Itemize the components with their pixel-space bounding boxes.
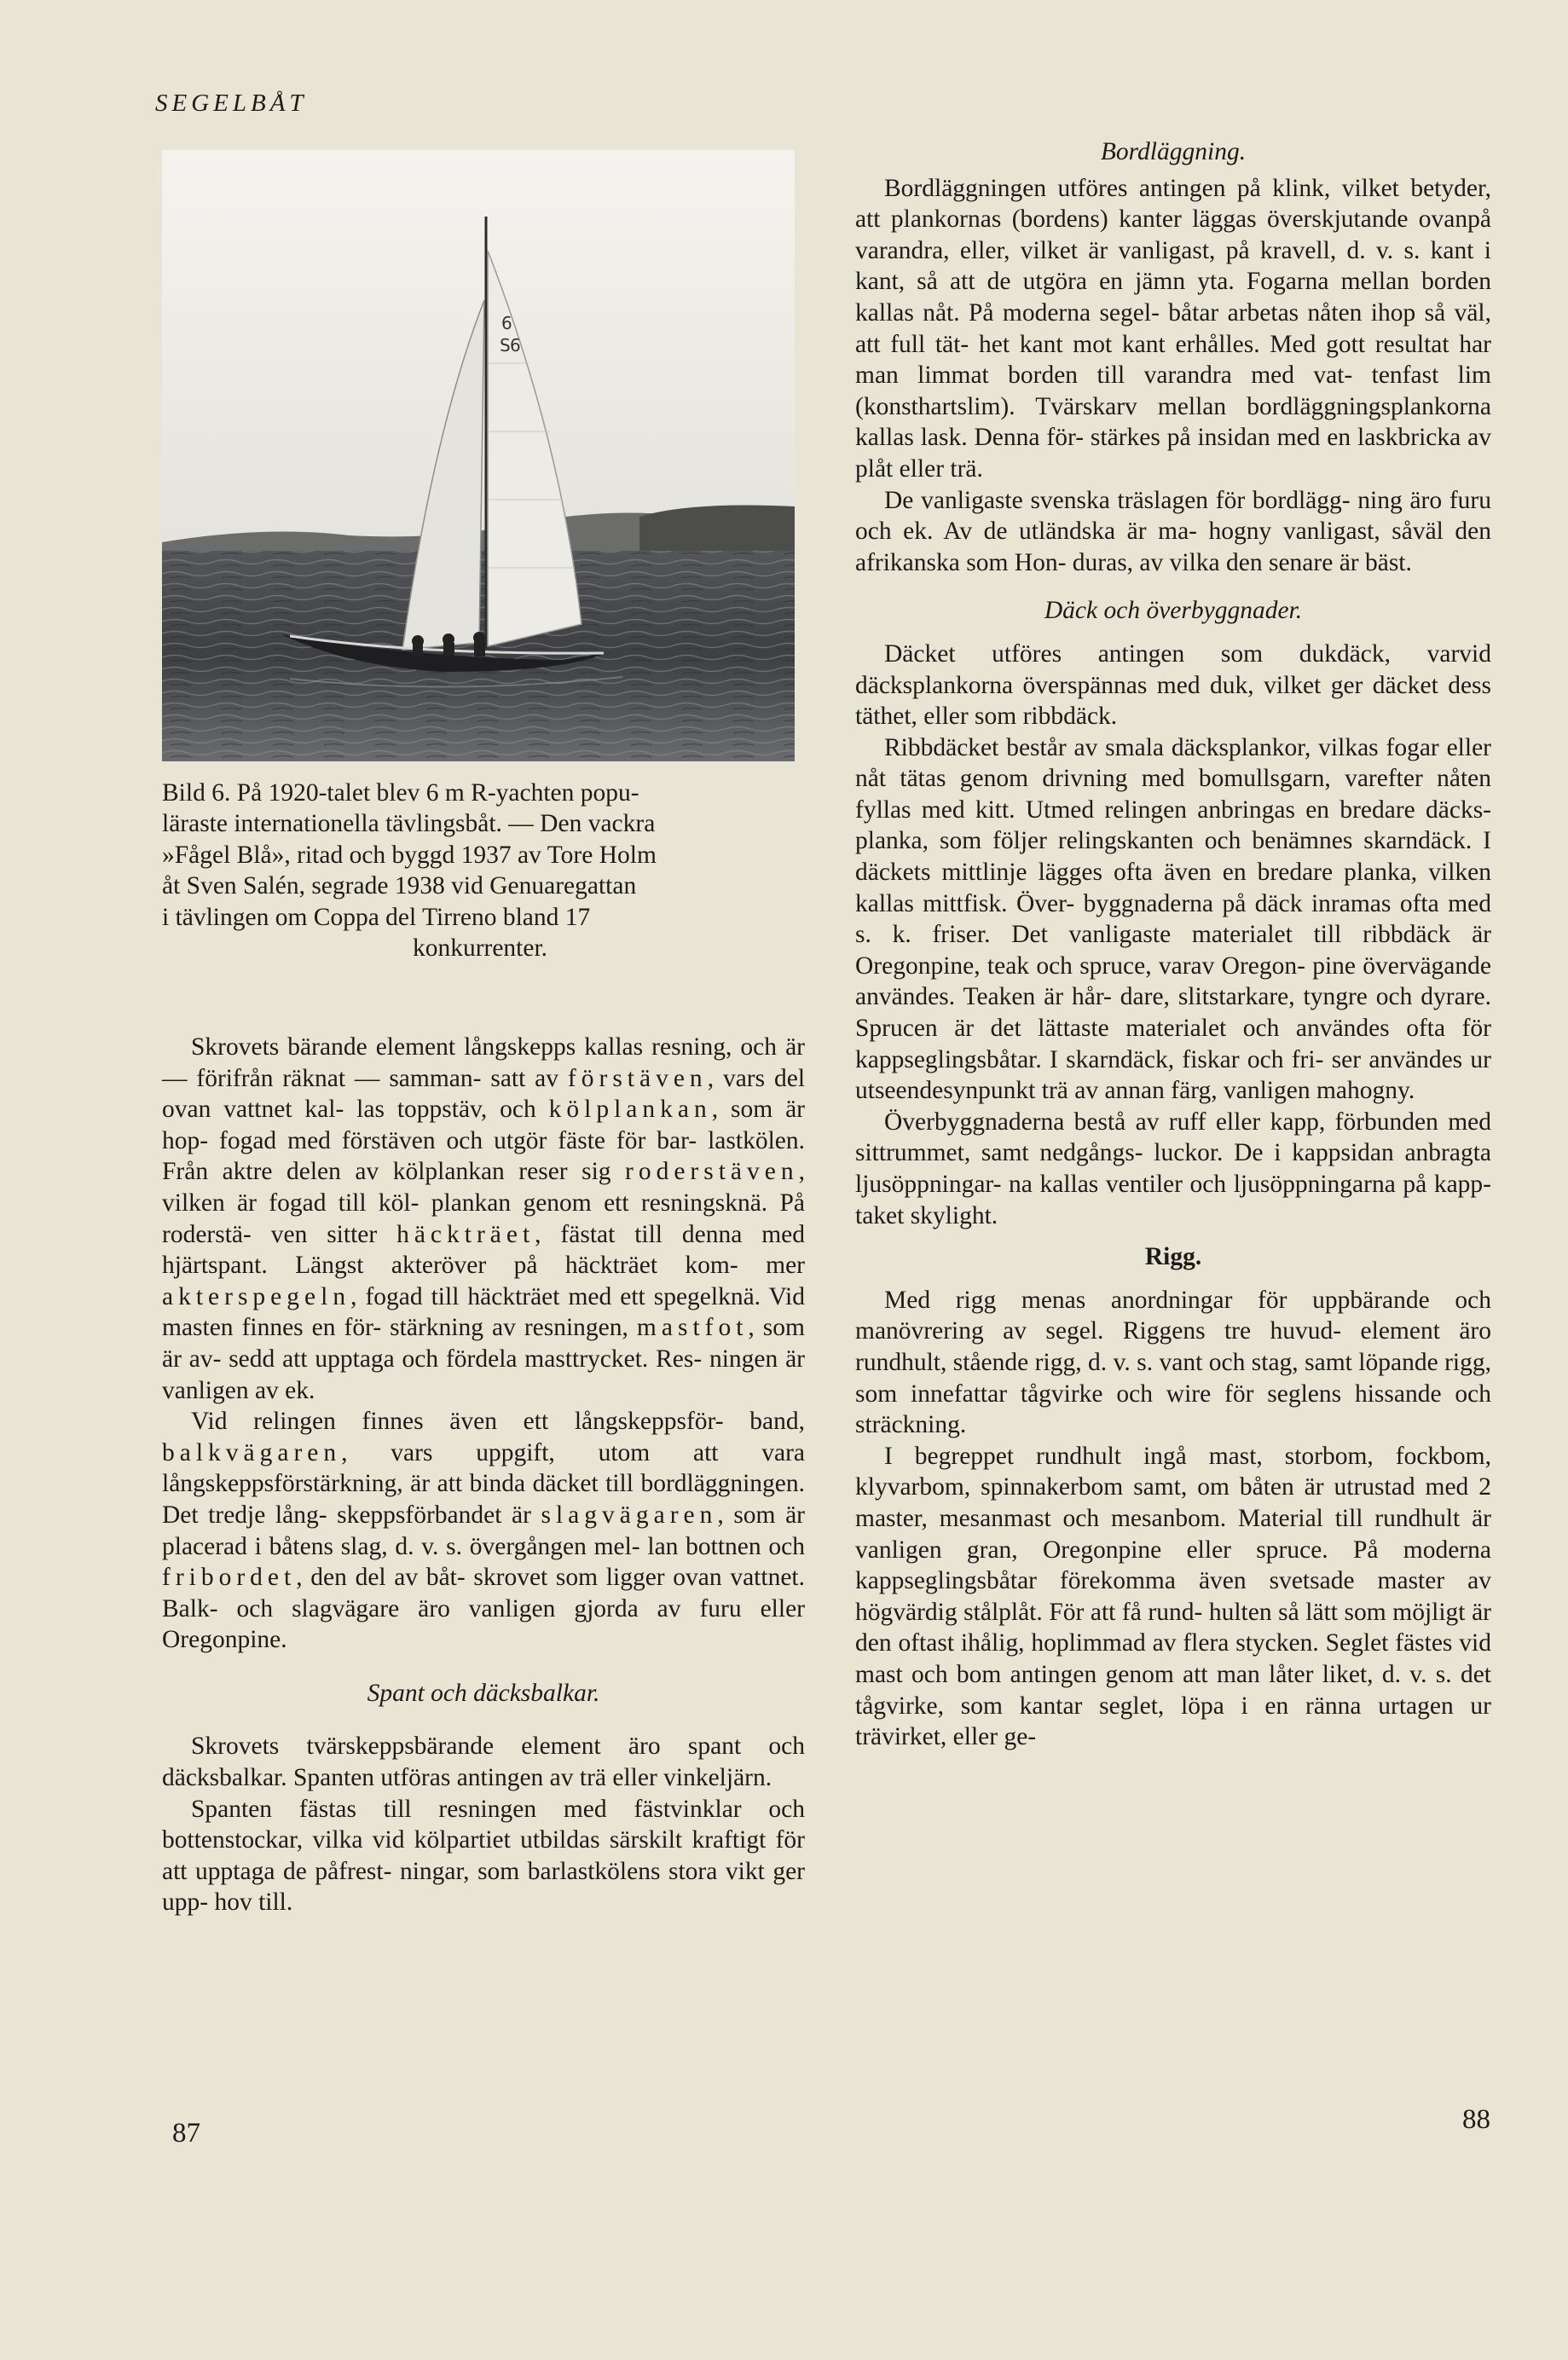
section-heading: Spant och däcksbalkar. bbox=[367, 1679, 600, 1707]
paragraph: Bordläggningen utföres antingen på klink, vilket betyder, att plankornas (bordens) kanter läggas överskjutande ovanpå varandra, eller, vilket är vanligast, på kravell, d. v. s. kant i kant, så att de utgöra en jämn yta. Fogarna mellan borden kallas nåt. På moderna segel- båtar arbetas nåten ihop så väl, att full tät- het kant mot kant erhålles. Med gott resultat har man limmat borden till varandra med vat- tenfast lim (konsthartslim). Tvärskarv mellan bordläggningsplankorna kallas lask. Denna för- stärkes på insidan med en laskbricka av plåt eller trä. bbox=[855, 174, 1491, 483]
left-column bbox=[162, 1032, 805, 1918]
right-column bbox=[855, 136, 1491, 1753]
svg-text:6: 6 bbox=[501, 313, 512, 333]
sailboat-illustration bbox=[162, 150, 795, 761]
caption-line: konkurrenter. bbox=[412, 934, 548, 963]
paragraph: Ribbdäcket består av smala däcksplankor, vilkas fogar eller nåt tätas genom drivning med bomullsgarn, varefter nåten fyllas med kitt. Utmed relingen anbringas en bredare däcks- planka, som följer relingskanten och benämnes skarndäck. I däckets mittlinje lägges ofta även en bredare planka, vilken kallas mittfisk. Över- byggnaderna på däck inramas ofta med s. k. friser. Det vanligaste materialet till ribbdäck är Oregonpine, teak och spruce, varav Oregon- pine övervägande användes. Teaken är hår- dare, slitstarkare, tyngre och dyrare. Sprucen är det lättaste materialet och användes ofta för kappseglingsbåtar. I skarndäck, fiskar och fri- ser användes ur utseendesynpunkt trä av annan färg, vanligen mahogny. bbox=[855, 733, 1491, 1105]
paragraph: De vanligaste svenska träslagen för bordlägg- ning äro furu och ek. Av de utländska är ma- hogny vanligast, såväl den afrikanska som Hon- duras, av vilka den senare är bäst. bbox=[855, 486, 1491, 576]
section-heading: Bordläggning. bbox=[1100, 138, 1247, 165]
caption-line: Bild 6. På 1920-talet blev 6 m R-yachten popu- bbox=[162, 779, 639, 807]
caption-line: åt Sven Salén, segrade 1938 vid Genuaregattan bbox=[162, 872, 637, 900]
paragraph: Spanten fästas till resningen med fästvinklar och bottenstockar, vilka vid kölpartiet utbildas särskilt kraftigt för att upptaga de påfrest- ningar, som barlastkölens stora vikt ger upp- hov till. bbox=[162, 1795, 805, 1917]
caption-line: läraste internationella tävlingsbåt. — Den vackra bbox=[162, 810, 656, 838]
paragraph: Skrovets tvärskeppsbärande element äro spant och däcksbalkar. Spanten utföras antingen av trä eller vinkeljärn. bbox=[162, 1732, 805, 1792]
running-head: SEGELBÅT bbox=[155, 90, 308, 117]
page-number-left: 87 bbox=[172, 2118, 200, 2149]
sailboat-photo bbox=[162, 150, 795, 761]
paragraph: Skrovets bärande element långskepps kallas resning, och är — förifrån räknat — samman- satt av förstäven, vars del ovan vattnet kal- las toppstäv, och kölplankan, som är hop- fogad med förstäven och utgör fäste för bar- lastkölen. Från aktre delen av kölplankan reser sig roderstäven, vilken är fogad till köl- plankan genom ett resningsknä. På roderstä- ven sitter häckträet, fästat till denna med hjärtspant. Längst akteröver på häckträet kom- mer akterspegeln, fogad till häckträet med ett spegelknä. Vid masten finnes en för- stärkning av resningen, mastfot, som är av- sedd att upptaga och fördela masttrycket. Res- ningen är vanligen av ek. bbox=[162, 1033, 806, 1404]
paragraph: I begreppet rundhult ingå mast, storbom, fockbom, klyvarbom, spinnakerbom samt, om båten är utrustad med 2 master, mesanmast och mesanbom. Material till rundhult är vanligen gran, Oregonpine eller spruce. På moderna kappseglingsbåtar förekomma även svetsade master av högvärdig stålplåt. För att få rund- hulten så lätt som möjligt är den oftast ihålig, hoplimmad av flera stycken. Seglet fästes vid mast och bom antingen genom att man låter liket, d. v. s. det tågvirke, som kantar seglet, löpa i en ränna urtagen ur trävirket, eller ge- bbox=[855, 1442, 1491, 1751]
svg-text:6: 6 bbox=[510, 335, 521, 356]
caption-line: i tävlingen om Coppa del Tirreno bland 17 bbox=[162, 903, 591, 931]
paragraph: Med rigg menas anordningar för uppbärande och manövrering av segel. Riggens tre huvud- element äro rundhult, stående rigg, d. v. s. vant och stag, samt löpande rigg, som innefattar tågvirke och wire för seglens hissande och sträckning. bbox=[855, 1286, 1491, 1439]
paragraph: Däcket utföres antingen som dukdäck, varvid däcksplankorna överspännas med duk, vilket ger däcket dess täthet, eller som ribbdäck. bbox=[855, 639, 1491, 731]
svg-text:S: S bbox=[500, 335, 511, 356]
section-heading: Däck och överbyggnader. bbox=[1044, 597, 1303, 625]
paragraph: Överbyggnaderna bestå av ruff eller kapp, förbunden med sittrummet, samt nedgångs- luckor. De i kappsidan anbragta ljusöppningar- na kallas ventiler och ljusöppningarna på kapp- taket skylight. bbox=[855, 1108, 1491, 1229]
caption-line: »Fågel Blå», ritad och byggd 1937 av Tore Holm bbox=[162, 841, 657, 869]
page-number-right: 88 bbox=[1462, 2104, 1490, 2135]
paragraph: Vid relingen finnes även ett långskeppsför- band, balkvägaren, vars uppgift, utom att vara långskeppsförstärkning, är att binda däcket till bordläggningen. Det tredje lång- skeppsförbandet är slagvägaren, som är placerad i båtens slag, d. v. s. övergången mel- lan bottnen och fribordet, den del av båt- skrovet som ligger ovan vattnet. Balk- och slagvägare äro vanligen gjorda av furu eller Oregonpine. bbox=[162, 1408, 805, 1654]
section-heading: Rigg. bbox=[1144, 1243, 1202, 1271]
photo-caption bbox=[162, 778, 798, 963]
